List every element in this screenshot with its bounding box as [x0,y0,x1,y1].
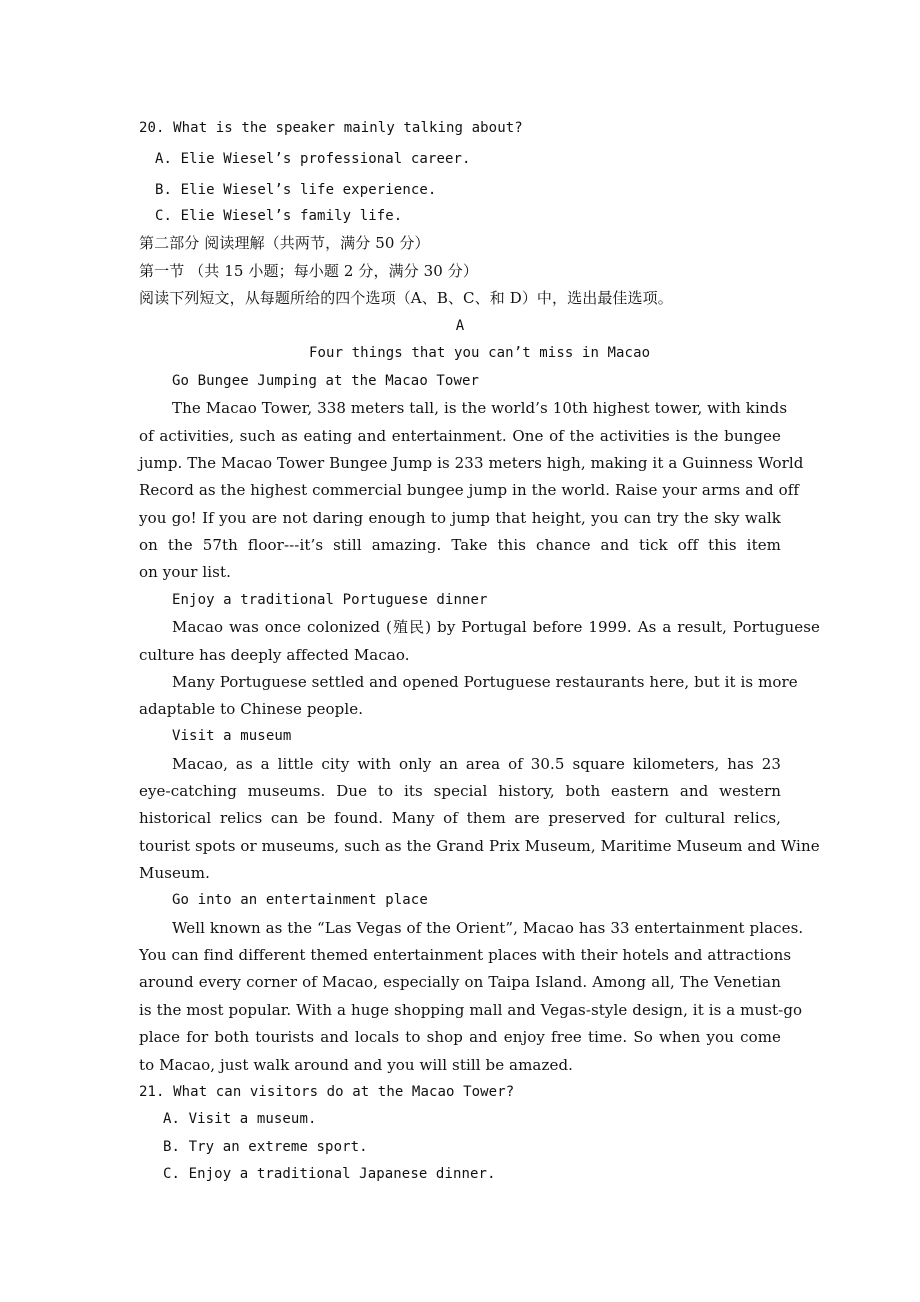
q21-option-c: C. Enjoy a traditional Japanese dinner. [163,1166,496,1182]
paragraph-line: tourist spots or museums, such as the Grand Prix Museum, Maritime Museum and Wine [139,837,820,855]
paragraph-line: on the 57th floor---it’s still amazing. Take this chance and tick off this item [139,536,781,554]
passage-title: Four things that you can’t miss in Macao [309,345,651,361]
paragraph-line: eye-catching museums. Due to its special history, both eastern and western [139,782,781,800]
paragraph-line: The Macao Tower, 338 meters tall, is the world’s 10th highest tower, with kinds [172,399,788,417]
section-heading-museum: Visit a museum [172,728,292,744]
paragraph-line: Macao was once colonized (殖民) by Portugal before 1999. As a result, Portuguese [172,618,820,636]
paragraph-line: Macao, as a little city with only an area of 30.5 square kilometers, has 23 [172,755,781,773]
paragraph-line: Record as the highest commercial bungee jump in the world. Raise your arms and off [139,481,800,499]
q20-option-a: A. Elie Wiesel’s professional career. [155,151,471,167]
paragraph-line: jump. The Macao Tower Bungee Jump is 233 meters high, making it a Guinness World [139,454,804,472]
section-heading-bungee: Go Bungee Jumping at the Macao Tower [172,373,480,389]
paragraph-line: place for both tourists and locals to shop and enjoy free time. So when you come [139,1028,781,1046]
paragraph-line: You can find different themed entertainment places with their hotels and attractions [139,946,792,964]
paragraph-line: Well known as the “Las Vegas of the Orient”, Macao has 33 entertainment places. [172,919,804,937]
q21-option-b: B. Try an extreme sport. [163,1139,368,1155]
paragraph-line: around every corner of Macao, especially on Taipa Island. Among all, The Venetian [139,973,781,991]
paragraph-line: is the most popular. With a huge shopping mall and Vegas-style design, it is a must-go [139,1001,803,1019]
section-heading-entertainment: Go into an entertainment place [172,892,428,908]
paragraph-line: adaptable to Chinese people. [139,700,364,718]
part2-heading: 第二部分 阅读理解（共两节，满分 50 分） [139,234,430,252]
section1-heading: 第一节 （共 15 小题；每小题 2 分，满分 30 分） [139,262,478,280]
paragraph-line: on your list. [139,563,231,581]
paragraph-line: Museum. [139,864,210,882]
q21-option-a: A. Visit a museum. [163,1111,317,1127]
instructions: 阅读下列短文，从每题所给的四个选项（A、B、C、和 D）中，选出最佳选项。 [139,289,673,307]
paragraph-line: Many Portuguese settled and opened Portuguese restaurants here, but it is more [172,673,798,691]
section-heading-dinner: Enjoy a traditional Portuguese dinner [172,592,488,608]
paragraph-line: of activities, such as eating and entertainment. One of the activities is the bungee [139,427,781,445]
paragraph-line: historical relics can be found. Many of them are preserved for cultural relics, [139,809,781,827]
q20-option-b: B. Elie Wiesel’s life experience. [155,182,437,198]
paragraph-line: you go! If you are not daring enough to jump that height, you can try the sky walk [139,509,781,527]
paragraph-line: to Macao, just walk around and you will still be amazed. [139,1056,574,1074]
q20-stem: 20. What is the speaker mainly talking about? [139,120,523,136]
q21-stem: 21. What can visitors do at the Macao Tower? [139,1084,515,1100]
passage-letter: A [455,318,465,334]
paragraph-line: culture has deeply affected Macao. [139,646,410,664]
q20-option-c: C. Elie Wiesel’s family life. [155,208,403,224]
